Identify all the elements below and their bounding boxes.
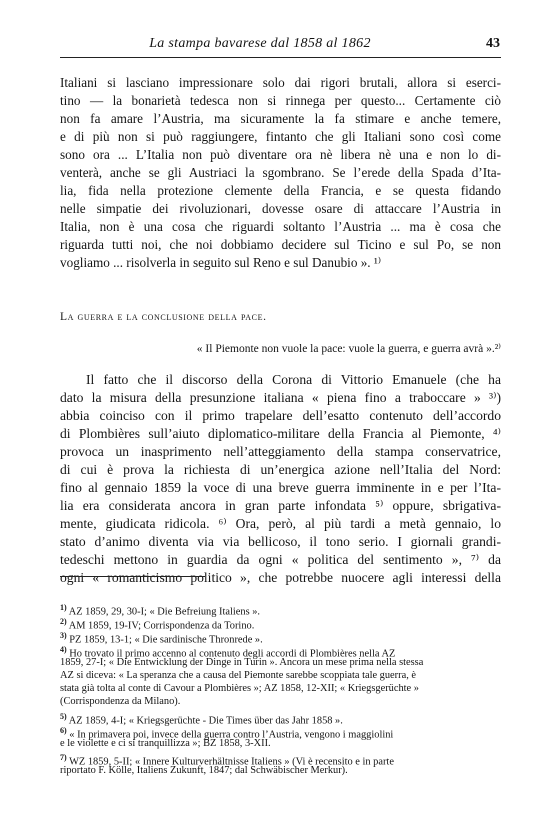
text-line: Italiani si lasciano impressionare solo dai rigori brutali, allora si eserci- — [60, 75, 501, 90]
footnote-text: AZ 1859, 29, 30-I; « Die Befreiung Italiens ». — [68, 606, 261, 618]
text-line: vogliamo ... risolverla in seguito sul Reno e sul Danubio ». ¹⁾ — [60, 255, 382, 270]
footnote-continuation: riportato F. Kölle, Italiens Zukunft, 1847; dal Schwäbischer Merkur). — [60, 765, 348, 776]
text-line: lia era considerata ancora in gran parte infondata ⁵⁾ oppure, sbrigativa- — [60, 498, 501, 513]
footnote-continuation: e le violette e ci si tranquillizza »; BZ 1858, 3-XII. — [60, 738, 271, 749]
text-line: lia, fida nella protezione clemente della Francia, e se questa fidando — [60, 183, 501, 198]
text-line: mente, giudicata ridicola. ⁶⁾ Ora, però, al più tardi a metà gennaio, lo — [60, 516, 501, 531]
footnote-continuation: 1859, 27-I; « Die Entwicklung der Dinge in Turin ». Ancora un mese prima nella stessa — [60, 657, 424, 668]
text-line: ogni « romanticismo politico », che potrebbe nuocere agli interessi della — [60, 570, 501, 585]
footnote-continuation: stata già tolta al conte di Cavour a Plombières »; AZ 1858, 12-XII; « Kriegsgerüchte » — [60, 683, 419, 694]
footnote-marker: 1) — [60, 603, 67, 612]
text-line: sono ora ... L’Italia non può diventare ora nè libera nè una e non lo di- — [60, 147, 501, 162]
footnote-text: « In primavera poi, invece della guerra contro l’Austria, vengono i maggiolini — [69, 729, 394, 741]
footnote-marker: 3) — [60, 631, 67, 640]
text-line: tino — la bonarietà tedesca non si rinnega per questo... Certamente ciò — [60, 93, 501, 108]
text-line: e di più non si può raggiungere, fintanto che gli Italiani sono così come — [60, 129, 501, 144]
footnote-text: WZ 1859, 5-II; « Innere Kulturverhältnisse Italiens » (Vi è recensito e in parte — [69, 756, 394, 768]
section-title: La guerra e la conclusione della pace. — [60, 311, 267, 323]
text-line: fino al gennaio 1859 la voce di una breve guerra imminente in e per l’Ita- — [60, 480, 501, 495]
text-line: di cui è prova la richiesta di un’energica azione nell’Italia del Nord: — [60, 462, 501, 477]
text-line: provoca un inasprimento nell’atteggiamento della stampa conservatrice, — [60, 444, 501, 459]
footnote-continuation: (Corrispondenza da Milano). — [60, 696, 181, 707]
footnote-marker: 7) — [60, 753, 67, 762]
footnote-text: Ho trovato il primo accenno al contenuto degli accordi di Plombières nella AZ — [69, 648, 396, 660]
page-number: 43 — [486, 36, 500, 51]
footnote-marker: 4) — [60, 645, 67, 654]
running-title: La stampa bavarese dal 1858 al 1862 — [149, 36, 371, 51]
epigraph: « Il Piemonte non vuole la pace: vuole la guerra, e guerra avrà ».²⁾ — [196, 343, 501, 355]
page-header — [60, 36, 500, 56]
text-line: dato la misura della presunzione italiana « piena fino a traboccare » ³⁾) — [60, 390, 501, 405]
header-rule — [60, 57, 501, 58]
text-line: non fa amare l’Austria, ma sicuramente la fa stimare e anche temere, — [60, 111, 501, 126]
footnote-continuation: AZ si diceva: « La speranza che a causa del Piemonte sarebbe scoppiata tale guerra, è — [60, 670, 417, 681]
text-line: riguarda tutti noi, che noi dobbiamo decidere sul Ticino e sul Po, se non — [60, 237, 501, 252]
text-line: venterà, anche se gli Austriaci la sgombrano. Se l’erede della Spada d’Ita- — [60, 165, 501, 180]
footnote-rule — [60, 576, 205, 577]
text-line: Italia, non è una cosa che riguardi soltanto l’Austria ... ma è cosa che — [60, 219, 501, 234]
footnote-text: PZ 1859, 13-1; « Die sardinische Thronrede ». — [69, 634, 263, 646]
text-line: di Plombières sull’aiuto diplomatico-militare della Francia al Piemonte, ⁴⁾ — [60, 426, 501, 441]
text-line: stato d’animo diventa via via bellicoso, il tono serio. I giornali grandi- — [60, 534, 501, 549]
text-line: abbia coinciso con il primo trapelare dell’esatto contenuto dell’accordo — [60, 408, 501, 423]
footnote-marker: 5) — [60, 712, 67, 721]
footnote-text: AZ 1859, 4-I; « Kriegsgerüchte - Die Times über das Jahr 1858 ». — [68, 715, 343, 727]
footnote-text: AM 1859, 19-IV; Corrispondenza da Torino. — [68, 620, 255, 632]
footnote-marker: 2) — [60, 617, 67, 626]
text-line: tedeschi mettono in guardia da ogni « politica del sentimento », ⁷⁾ da — [60, 552, 501, 567]
text-line: Il fatto che il discorso della Corona di Vittorio Emanuele (che ha — [86, 372, 501, 387]
text-line: nelle simpatie dei rivoluzionari, dovesse osare di attaccare l’Austria in — [60, 201, 501, 216]
footnote-marker: 6) — [60, 726, 67, 735]
